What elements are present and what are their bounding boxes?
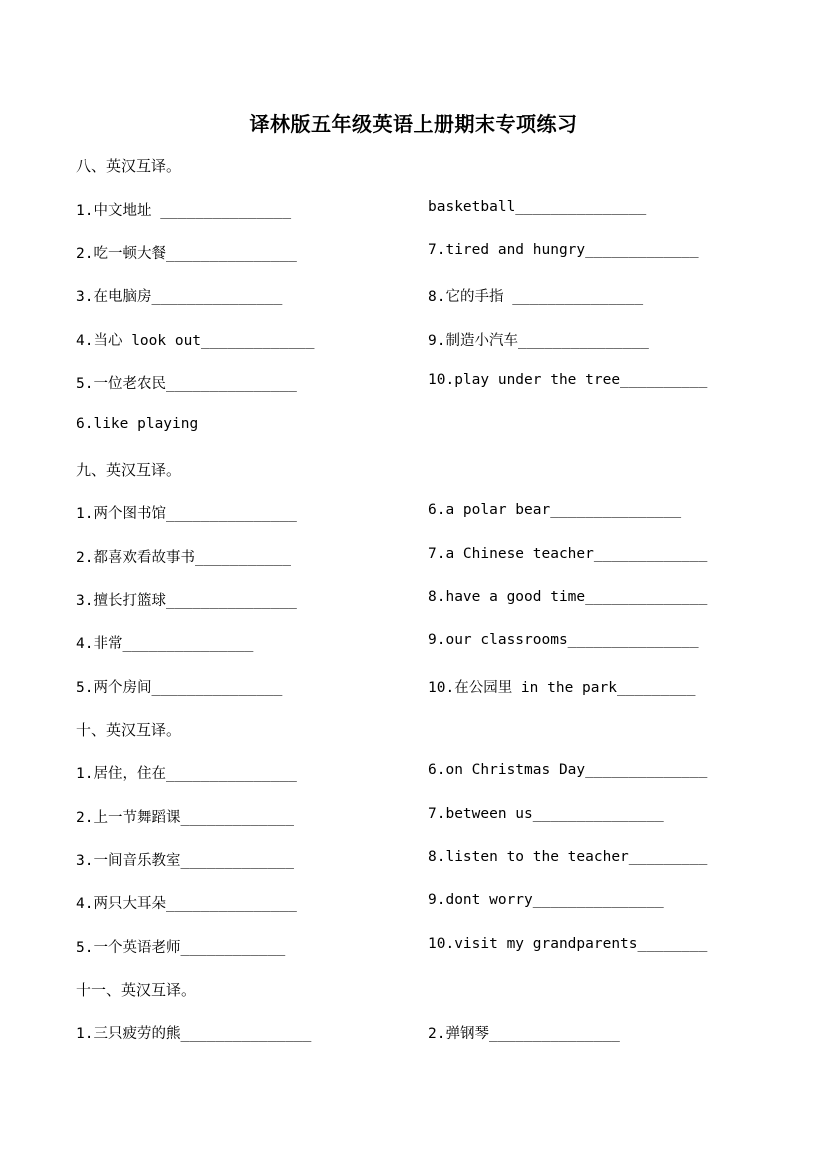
section-heading: 九、英汉互译。 bbox=[76, 461, 182, 479]
exercise-item: 8.have a good time______________ bbox=[428, 589, 708, 605]
exercise-item: 2.上一节舞蹈课_____________ bbox=[76, 810, 294, 826]
page-title: 译林版五年级英语上册期末专项练习 bbox=[249, 112, 578, 136]
exercise-item: 4.两只大耳朵_______________ bbox=[76, 896, 297, 912]
exercise-item: 1.三只疲劳的熊_______________ bbox=[76, 1026, 312, 1042]
exercise-item: 10.visit my grandparents________ bbox=[428, 936, 708, 952]
exercise-item: 5.一个英语老师____________ bbox=[76, 940, 286, 956]
exercise-item: 1.两个图书馆_______________ bbox=[76, 506, 297, 522]
exercise-item: 5.两个房间_______________ bbox=[76, 680, 283, 696]
exercise-item: 7.between us_______________ bbox=[428, 806, 664, 822]
exercise-item: 9.our classrooms_______________ bbox=[428, 632, 699, 648]
exercise-item: 3.擅长打篮球_______________ bbox=[76, 593, 297, 609]
exercise-item: 10.play under the tree__________ bbox=[428, 372, 708, 388]
exercise-item: 2.吃一顿大餐_______________ bbox=[76, 246, 297, 262]
section-heading: 十、英汉互译。 bbox=[76, 721, 182, 739]
exercise-item: 4.非常_______________ bbox=[76, 636, 254, 652]
exercise-item: 6.on Christmas Day______________ bbox=[428, 762, 708, 778]
section-heading: 八、英汉互译。 bbox=[76, 157, 182, 175]
exercise-item: 8.它的手指 _______________ bbox=[428, 289, 644, 305]
exercise-item: 3.在电脑房_______________ bbox=[76, 289, 283, 305]
exercise-item: 9.dont worry_______________ bbox=[428, 892, 664, 908]
exercise-item: 5.一位老农民_______________ bbox=[76, 376, 297, 392]
exercise-item: 4.当心 look out_____________ bbox=[76, 333, 315, 349]
exercise-item: 3.一间音乐教室_____________ bbox=[76, 853, 294, 869]
exercise-item: 6.like playing bbox=[76, 416, 199, 432]
exercise-item: 7.a Chinese teacher_____________ bbox=[428, 546, 708, 562]
exercise-item: 1.中文地址 _______________ bbox=[76, 203, 292, 219]
exercise-item: 2.都喜欢看故事书___________ bbox=[76, 550, 291, 566]
exercise-item: 2.弹钢琴_______________ bbox=[428, 1026, 620, 1042]
exercise-item: basketball_______________ bbox=[428, 199, 647, 215]
exercise-item: 8.listen to the teacher_________ bbox=[428, 849, 708, 865]
exercise-item: 9.制造小汽车_______________ bbox=[428, 333, 649, 349]
exercise-item: 7.tired and hungry_____________ bbox=[428, 242, 699, 258]
exercise-item: 10.在公园里 in the park_________ bbox=[428, 680, 696, 696]
section-heading: 十一、英汉互译。 bbox=[76, 981, 197, 999]
exercise-item: 1.居住，住在_______________ bbox=[76, 766, 297, 782]
exercise-item: 6.a polar bear_______________ bbox=[428, 502, 682, 518]
